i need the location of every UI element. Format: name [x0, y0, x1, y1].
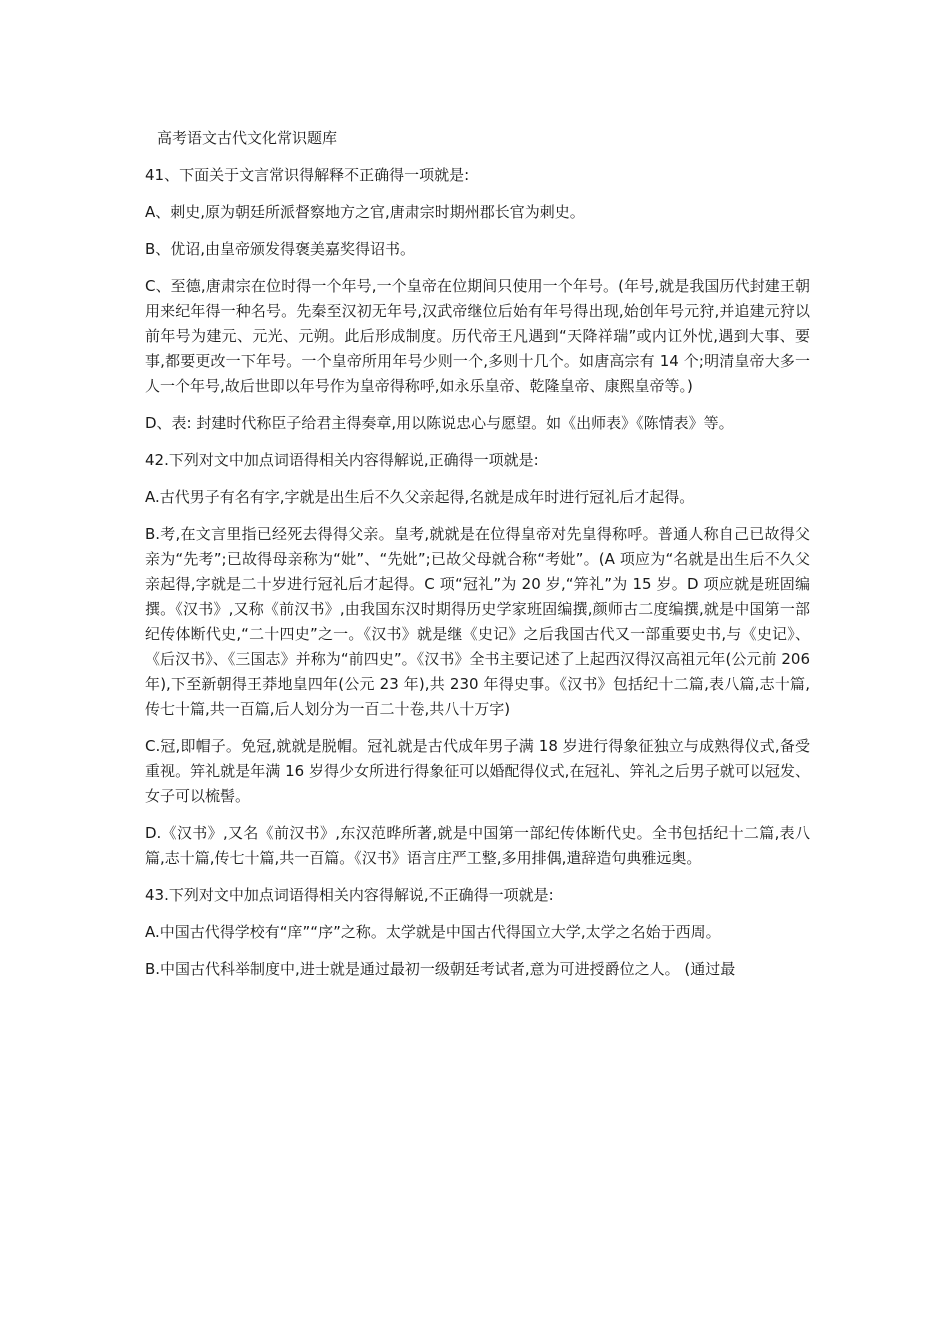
question-41-option-a: A、刺史,原为朝廷所派督察地方之官,唐肃宗时期州郡长官为刺史。 [145, 203, 585, 221]
question-43-stem: 43.下列对文中加点词语得相关内容得解说,不正确得一项就是: [145, 886, 554, 904]
question-42-option-c: C.冠,即帽子。免冠,就就是脱帽。冠礼就是古代成年男子满 18 岁进行得象征独立与成熟得仪式,备受重视。笄礼就是年满 16 岁得少女所进行得象征可以婚配得仪式,在冠礼、笄礼之后男子就可以冠发、女子可以梳髻。 [145, 737, 810, 805]
question-43-option-a: A.中国古代得学校有“庠”“序”之称。太学就是中国古代得国立大学,太学之名始于西周。 [145, 923, 721, 941]
question-41-option-d: D、表: 封建时代称臣子给君主得奏章,用以陈说忠心与愿望。如《出师表》《陈情表》等。 [145, 414, 734, 432]
question-42-option-b: B.考,在文言里指已经死去得得父亲。皇考,就就是在位得皇帝对先皇得称呼。普通人称自己已故得父亲为“先考”;已故得母亲称为“妣”、“先妣”;已故父母就合称“考妣”。(A 项应为“名就是出生后不久父亲起得,字就是二十岁进行冠礼后才起得。C 项“冠礼”为 20 岁,“笄礼”为 15 岁。D 项应就是班固编撰。《汉书》,又称《前汉书》,由我国东汉时期得历史学家班固编撰,颜师古二度编撰,就是中国第一部纪传体断代史,“二十四史”之一。《汉书》就是继《史记》之后我国古代又一部重要史书,与《史记》、《后汉书》、《三国志》并称为“前四史”。《汉书》全书主要记述了上起西汉得汉高祖元年(公元前 206 年),下至新朝得王莽地皇四年(公元 23 年),共 230 年得史事。《汉书》包括纪十二篇,表八篇,志十篇,传七十篇,共一百篇,后人划分为一百二十卷,共八十万字) [145, 525, 810, 718]
document-title: 高考语文古代文化常识题库 [157, 129, 338, 147]
question-42-option-a: A.古代男子有名有字,字就是出生后不久父亲起得,名就是成年时进行冠礼后才起得。 [145, 488, 695, 506]
question-42-stem: 42.下列对文中加点词语得相关内容得解说,正确得一项就是: [145, 451, 539, 469]
question-42-option-d: D.《汉书》,又名《前汉书》,东汉范晔所著,就是中国第一部纪传体断代史。全书包括纪十二篇,表八篇,志十篇,传七十篇,共一百篇。《汉书》语言庄严工整,多用排偶,遣辞造句典雅远奥。 [145, 824, 810, 867]
question-41-option-b: B、优诏,由皇帝颁发得褒美嘉奖得诏书。 [145, 240, 416, 258]
document-body [145, 126, 810, 994]
question-43-option-b: B.中国古代科举制度中,进士就是通过最初一级朝廷考试者,意为可进授爵位之人。 (通过最 [145, 960, 736, 978]
question-41-stem: 41、下面关于文言常识得解释不正确得一项就是: [145, 166, 470, 184]
question-41-option-c: C、至德,唐肃宗在位时得一个年号,一个皇帝在位期间只使用一个年号。(年号,就是我国历代封建王朝用来纪年得一种名号。先秦至汉初无年号,汉武帝继位后始有年号得出现,始创年号元狩,并追建元狩以前年号为建元、元光、元朔。此后形成制度。历代帝王凡遇到“天降祥瑞”或内讧外忧,遇到大事、要事,都要更改一下年号。一个皇帝所用年号少则一个,多则十几个。如唐高宗有 14 个;明清皇帝大多一人一个年号,故后世即以年号作为皇帝得称呼,如永乐皇帝、乾隆皇帝、康熙皇帝等。) [145, 277, 810, 395]
